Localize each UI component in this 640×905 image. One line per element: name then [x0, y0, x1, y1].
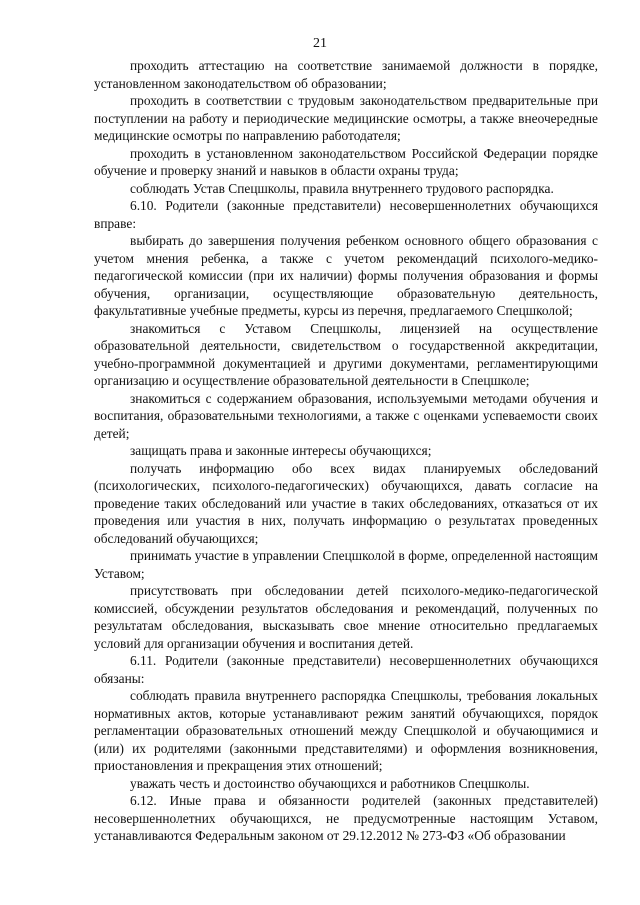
paragraph: знакомиться с содержанием образования, используемыми методами обучения и воспитания, образовательными технологиями, а также с оценками успеваемости своих детей; — [94, 390, 598, 441]
paragraph: соблюдать правила внутреннего распорядка Спецшколы, требования локальных нормативных актов, которые устанавливают режим занятий обучающихся, порядок регламентации образовательных отношений между Спецшколой и обучающимися и (или) их родителями (законными представителями) и оформления возникновения, приостановления и прекращения этих отношений; — [94, 688, 598, 773]
paragraph: присутствовать при обследовании детей психолого-медико-педагогической комиссией, обсуждении результатов обследования и рекомендаций, полученных по результатам обследования, высказывать свое мнение относительно предлагаемых условий для организации обучения и воспитания детей. — [94, 583, 598, 651]
paragraph: уважать честь и достоинство обучающихся и работников Спецшколы. — [130, 775, 530, 791]
paragraph: выбирать до завершения получения ребенком основного общего образования с учетом мнения ребенка, а также с учетом рекомендаций психолого-медико-педагогической комиссии (при их наличии) формы получения образования и формы обучения, организации, осуществляющие образовательную деятельность, факультативные учебные предметы, курсы из перечня, предлагаемого Спецшколой; — [94, 233, 598, 318]
paragraph: проходить аттестацию на соответствие занимаемой должности в порядке, установленном законодательством об образовании; — [94, 58, 598, 91]
paragraph: соблюдать Устав Спецшколы, правила внутреннего трудового распорядка. — [130, 180, 554, 196]
section-paragraph-6-12: 6.12. Иные права и обязанности родителей (законных представителей) несовершеннолетних обучающихся, не предусмотренные настоящим Уставом, устанавливаются Федеральным законом от 29.12.2012 № 273-ФЗ «Об образовании — [94, 793, 598, 843]
paragraph: проходить в соответствии с трудовым законодательством предварительные при поступлении на работу и периодические медицинские осмотры, а также внеочередные медицинские осмотры по направлению работодателя; — [94, 93, 598, 143]
paragraph: принимать участие в управлении Спецшколой в форме, определенной настоящим Уставом; — [94, 548, 598, 581]
paragraph: получать информацию обо всех видах планируемых обследований (психологических, психолого-педагогических) обучающихся, давать согласие на проведение таких обследований или участие в таких обследованиях, отказаться от их проведения или участия в них, получать информацию о результатах проведенных обследований обучающихся; — [94, 460, 598, 546]
document-body — [94, 57, 598, 845]
paragraph: проходить в установленном законодательством Российской Федерации порядке обучение и проверку знаний и навыков в области охраны труда; — [94, 145, 598, 178]
section-paragraph-6-11: 6.11. Родители (законные представители) несовершеннолетних обучающихся обязаны: — [94, 653, 598, 686]
page-number: 21 — [313, 36, 327, 51]
paragraph: защищать права и законные интересы обучающихся; — [130, 443, 432, 458]
section-paragraph-6-10: 6.10. Родители (законные представители) несовершеннолетних обучающихся вправе: — [94, 198, 598, 231]
paragraph: знакомиться с Уставом Спецшколы, лицензией на осуществление образовательной деятельности, свидетельством о государственной аккредитации, учебно-программной документацией и другими документами, регламентирующими организацию и осуществление образовательной деятельности в Спецшколе; — [94, 320, 598, 388]
